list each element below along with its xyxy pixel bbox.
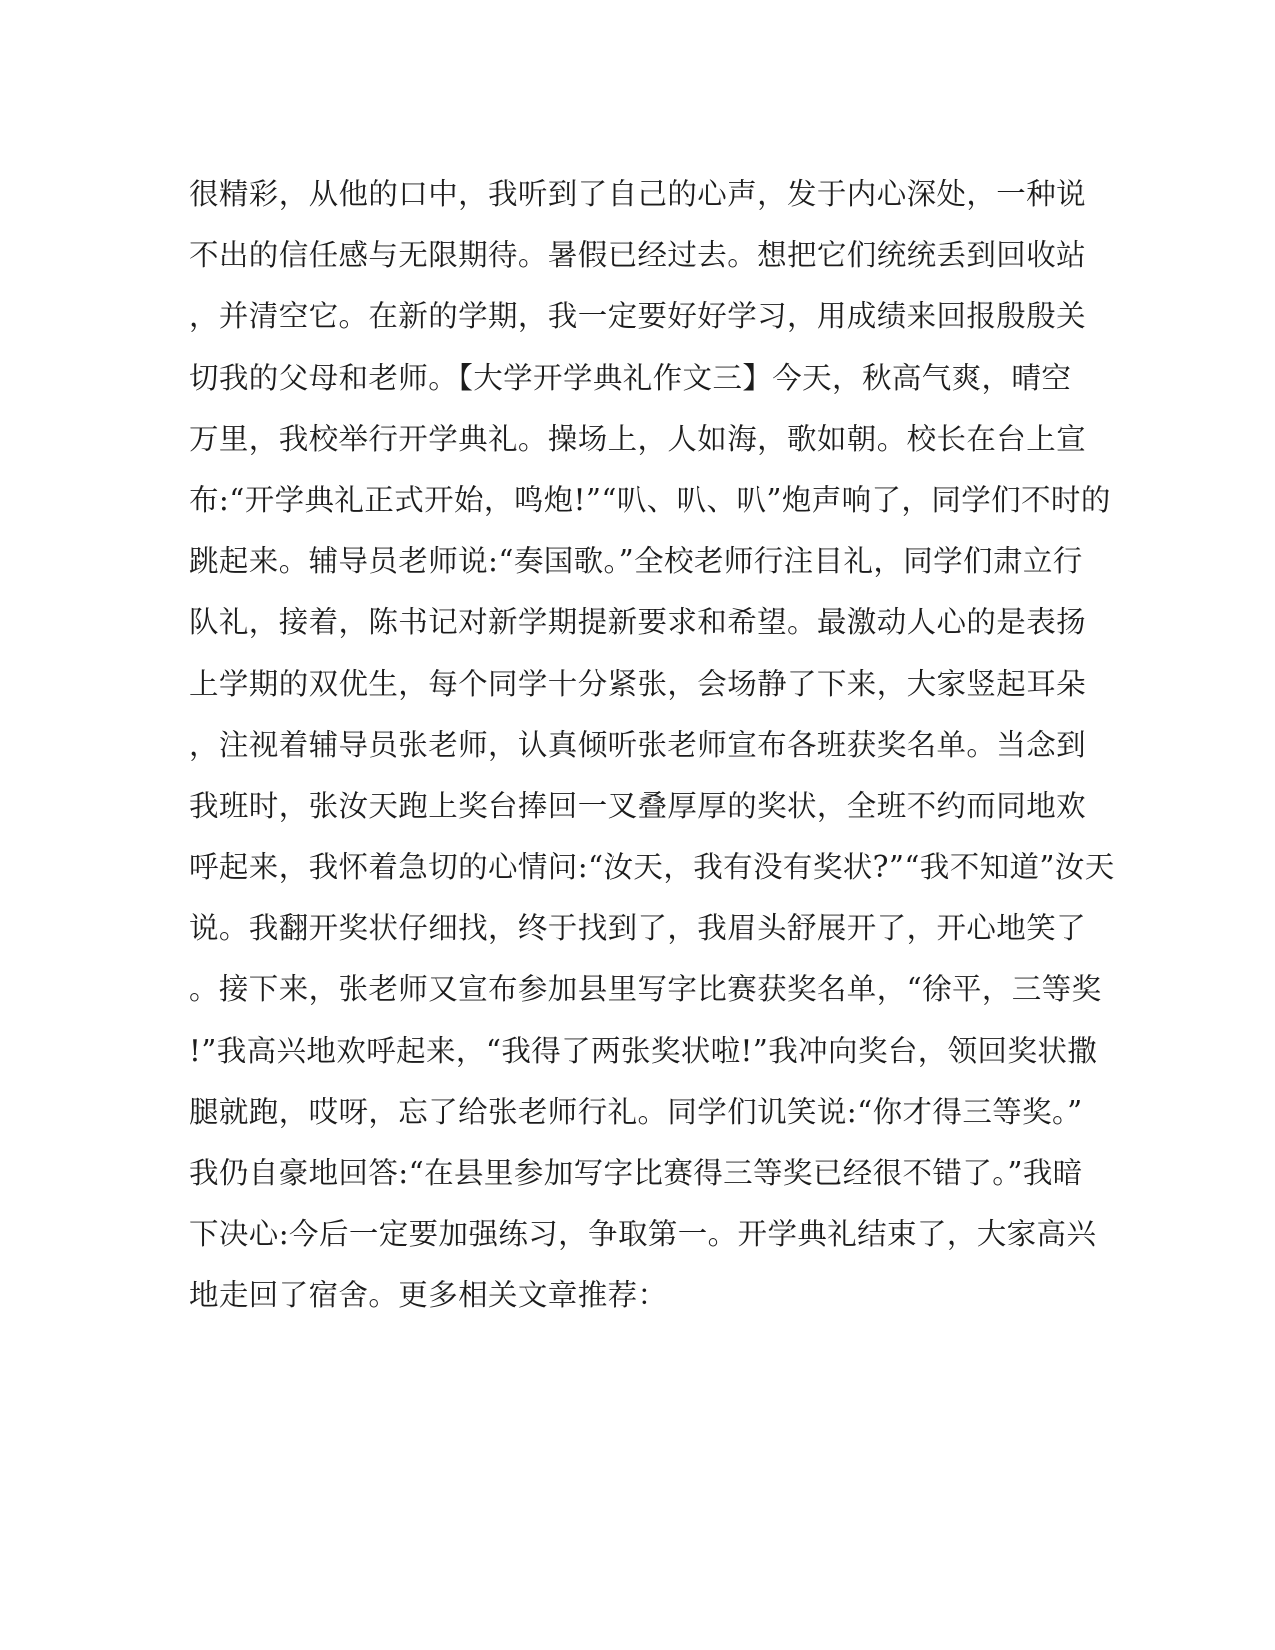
text-line: 队礼，接着，陈书记对新学期提新要求和希望。最激动人心的是表扬 (189, 605, 1087, 640)
text-line: 下决心:今后一定要加强练习，争取第一。开学典礼结束了，大家高兴 (189, 1217, 1097, 1252)
text-line: 呼起来，我怀着急切的心情问:“汝天，我有没有奖状?”“我不知道”汝天 (189, 850, 1115, 885)
text-line: 地走回了宿舍。更多相关文章推荐： (189, 1278, 668, 1313)
text-line: 很精彩，从他的口中，我听到了自己的心声，发于内心深处，一种说 (189, 177, 1087, 211)
body-text (189, 164, 1115, 1327)
text-line: 。接下来，张老师又宣布参加县里写字比赛获奖名单，“徐平，三等奖 (189, 972, 1102, 1007)
text-line: ，注视着辅导员张老师，认真倾听张老师宣布各班获奖名单。当念到 (189, 727, 1087, 762)
text-line: 腿就跑，哎呀，忘了给张老师行礼。同学们讥笑说:“你才得三等奖。” (189, 1094, 1083, 1129)
text-line: 切我的父母和老师。【大学开学典礼作文三】今天，秋高气爽，晴空 (189, 360, 1072, 395)
text-line: 我班时，张汝天跑上奖台捧回一叉叠厚厚的奖状，全班不约而同地欢 (189, 788, 1087, 823)
text-line: 布:“开学典礼正式开始，鸣炮!”“叭、叭、叭”炮声响了，同学们不时的 (189, 482, 1111, 517)
text-line: 跳起来。辅导员老师说:“奏国歌。”全校老师行注目礼，同学们肃立行 (189, 544, 1083, 579)
text-line: 我仍自豪地回答:“在县里参加写字比赛得三等奖已经很不错了。”我暗 (189, 1156, 1083, 1190)
text-line: 万里，我校举行开学典礼。操场上，人如海，歌如朝。校长在台上宣 (189, 421, 1087, 456)
text-line: ，并清空它。在新的学期，我一定要好好学习，用成绩来回报殷殷关 (189, 299, 1087, 334)
text-line: 不出的信任感与无限期待。暑假已经过去。想把它们统统丢到回收站 (189, 238, 1087, 273)
text-line: 上学期的双优生，每个同学十分紧张，会场静了下来，大家竖起耳朵 (189, 666, 1087, 701)
text-line: !”我高兴地欢呼起来，“我得了两张奖状啦!”我冲向奖台，领回奖状撒 (189, 1033, 1098, 1068)
text-line: 说。我翻开奖状仔细找，终于找到了，我眉头舒展开了，开心地笑了 (189, 911, 1087, 946)
